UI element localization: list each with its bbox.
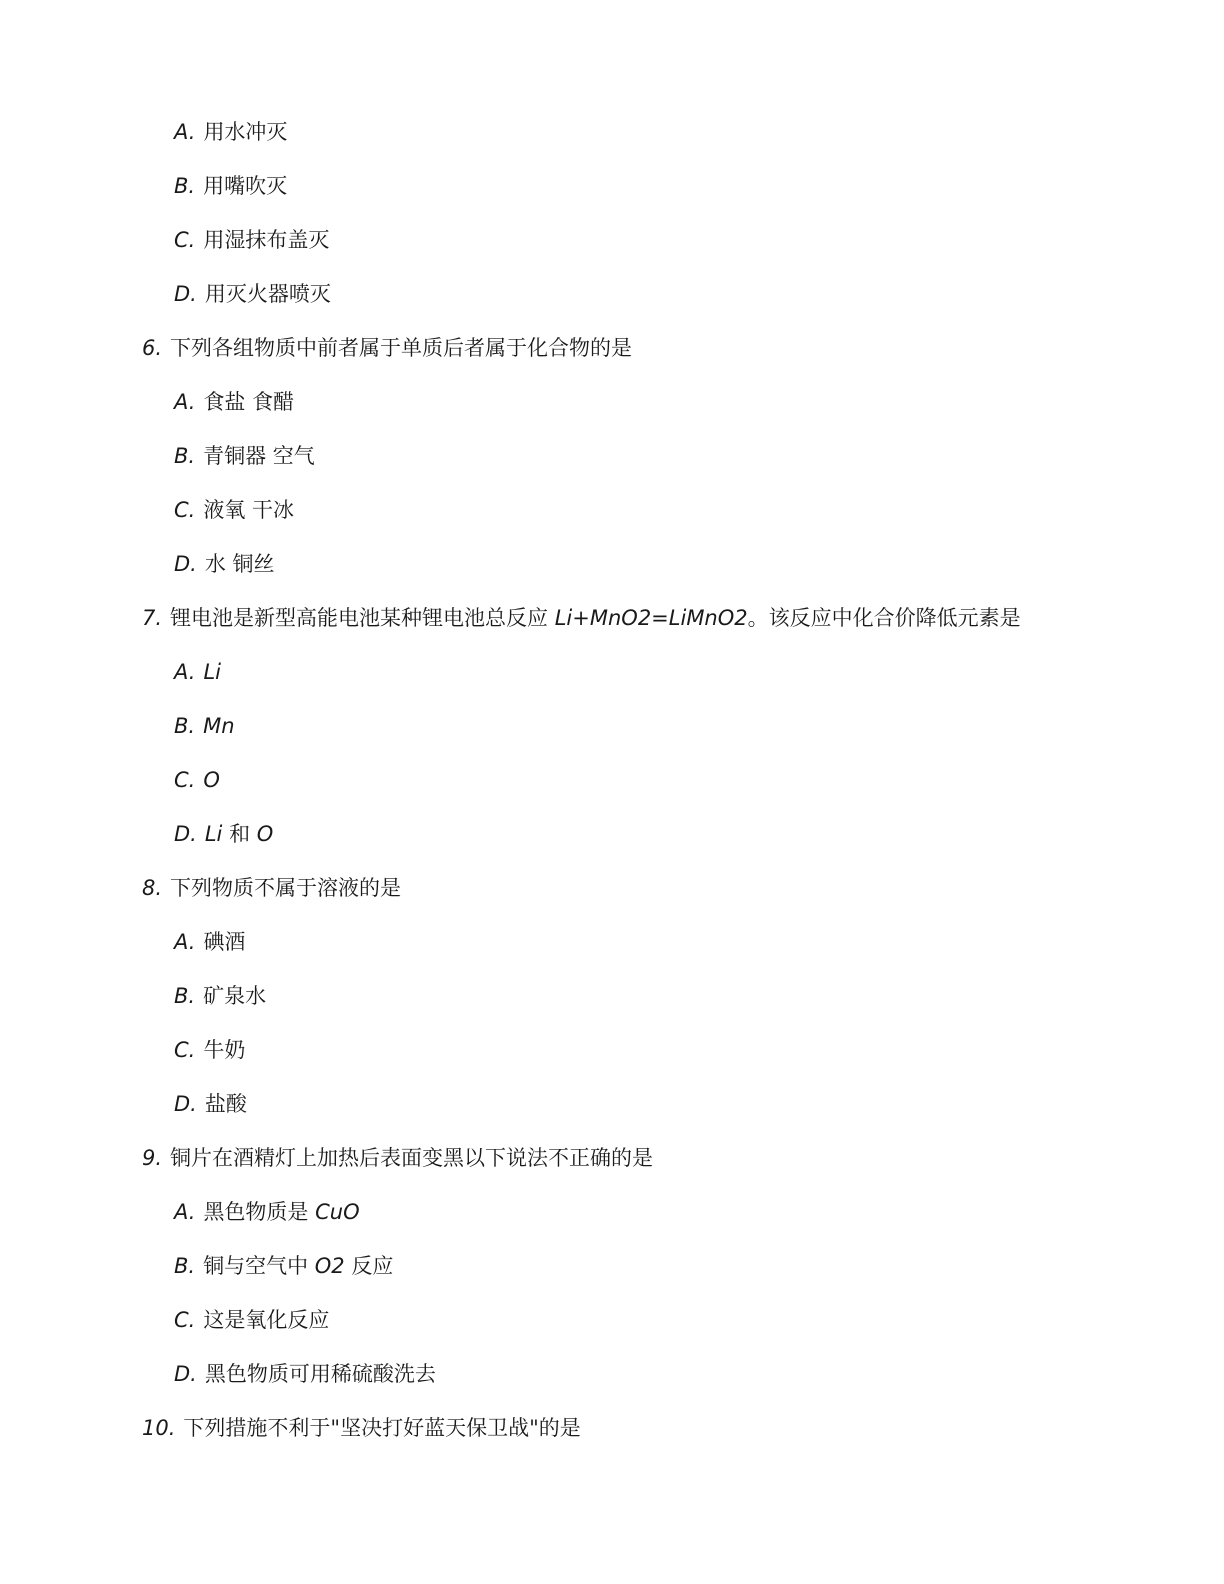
option-text: 牛奶 bbox=[203, 1038, 246, 1062]
option-text: 青铜器 空气 bbox=[203, 444, 315, 468]
option-text: 用灭火器喷灭 bbox=[204, 282, 331, 306]
q6-option-b bbox=[174, 442, 315, 470]
q7-option-b bbox=[174, 712, 235, 740]
option-label: C. bbox=[174, 1038, 196, 1062]
q8-option-b bbox=[174, 982, 266, 1010]
q6-option-c bbox=[174, 496, 294, 524]
option-label: B. bbox=[174, 444, 196, 468]
question-number: 8. bbox=[142, 876, 163, 900]
option-text-element-a: Li bbox=[204, 822, 223, 846]
option-label: B. bbox=[174, 174, 196, 198]
q9-option-c bbox=[174, 1306, 329, 1334]
q9-option-b bbox=[174, 1252, 393, 1280]
question-text-tail: 。该反应中化合价降低元素是 bbox=[747, 606, 1021, 630]
question-number: 9. bbox=[142, 1146, 163, 1170]
option-label: D. bbox=[174, 1092, 197, 1116]
q7-stem bbox=[142, 604, 1021, 632]
option-label: C. bbox=[174, 768, 196, 792]
option-text: Mn bbox=[203, 714, 235, 738]
option-label: A. bbox=[174, 660, 196, 684]
chemical-formula: Li+MnO2=LiMnO2 bbox=[554, 606, 748, 630]
option-text: 矿泉水 bbox=[203, 984, 267, 1008]
q8-option-a bbox=[174, 928, 245, 956]
chemical-formula: CuO bbox=[315, 1200, 360, 1224]
option-text: O bbox=[203, 768, 220, 792]
option-text: 水 铜丝 bbox=[204, 552, 275, 576]
option-label: C. bbox=[174, 498, 196, 522]
option-label: B. bbox=[174, 714, 196, 738]
q5-option-b bbox=[174, 172, 287, 200]
q9-option-d bbox=[174, 1360, 436, 1388]
option-text: 用水冲灭 bbox=[203, 120, 288, 144]
question-text: 下列物质不属于溶液的是 bbox=[170, 876, 402, 900]
option-text-element-b: O bbox=[256, 822, 274, 846]
option-label: A. bbox=[174, 120, 196, 144]
question-text: 铜片在酒精灯上加热后表面变黑以下说法不正确的是 bbox=[170, 1146, 654, 1170]
option-text-tail: 反应 bbox=[344, 1254, 394, 1278]
option-text: 盐酸 bbox=[204, 1092, 247, 1116]
option-label: A. bbox=[174, 1200, 196, 1224]
option-text: 黑色物质可用稀硫酸洗去 bbox=[204, 1362, 436, 1386]
question-text: 锂电池是新型高能电池某种锂电池总反应 bbox=[170, 606, 555, 630]
question-number: 7. bbox=[142, 606, 163, 630]
option-label: D. bbox=[174, 282, 197, 306]
option-label: C. bbox=[174, 228, 196, 252]
option-text: 食盐 食醋 bbox=[203, 390, 295, 414]
option-label: B. bbox=[174, 984, 196, 1008]
option-text: 黑色物质是 bbox=[203, 1200, 316, 1224]
option-label: A. bbox=[174, 390, 196, 414]
option-label: B. bbox=[174, 1254, 196, 1278]
option-text: 铜与空气中 bbox=[203, 1254, 315, 1278]
q6-option-d bbox=[174, 550, 275, 578]
q7-option-a bbox=[174, 658, 221, 686]
question-text: 下列措施不利于"坚决打好蓝天保卫战"的是 bbox=[183, 1416, 581, 1440]
option-text: 碘酒 bbox=[203, 930, 246, 954]
option-text: Li bbox=[203, 660, 221, 684]
option-text: 用湿抹布盖灭 bbox=[203, 228, 330, 252]
option-label: D. bbox=[174, 822, 197, 846]
option-text: 液氧 干冰 bbox=[203, 498, 295, 522]
question-number: 10. bbox=[142, 1416, 176, 1440]
q8-option-c bbox=[174, 1036, 245, 1064]
q7-option-d bbox=[174, 820, 273, 848]
option-text-connector: 和 bbox=[222, 822, 257, 846]
q5-option-c bbox=[174, 226, 329, 254]
q9-stem bbox=[142, 1144, 653, 1172]
q5-option-a bbox=[174, 118, 287, 146]
q7-option-c bbox=[174, 766, 220, 794]
option-label: D. bbox=[174, 552, 197, 576]
option-text: 这是氧化反应 bbox=[203, 1308, 330, 1332]
question-number: 6. bbox=[142, 336, 163, 360]
question-text: 下列各组物质中前者属于单质后者属于化合物的是 bbox=[170, 336, 633, 360]
q10-stem bbox=[142, 1414, 581, 1442]
option-label: A. bbox=[174, 930, 196, 954]
option-label: D. bbox=[174, 1362, 197, 1386]
option-text: 用嘴吹灭 bbox=[203, 174, 288, 198]
q6-option-a bbox=[174, 388, 294, 416]
q8-stem bbox=[142, 874, 401, 902]
chemical-formula: O2 bbox=[314, 1254, 345, 1278]
option-label: C. bbox=[174, 1308, 196, 1332]
q6-stem bbox=[142, 334, 632, 362]
q5-option-d bbox=[174, 280, 331, 308]
q9-option-a bbox=[174, 1198, 360, 1226]
q8-option-d bbox=[174, 1090, 247, 1118]
